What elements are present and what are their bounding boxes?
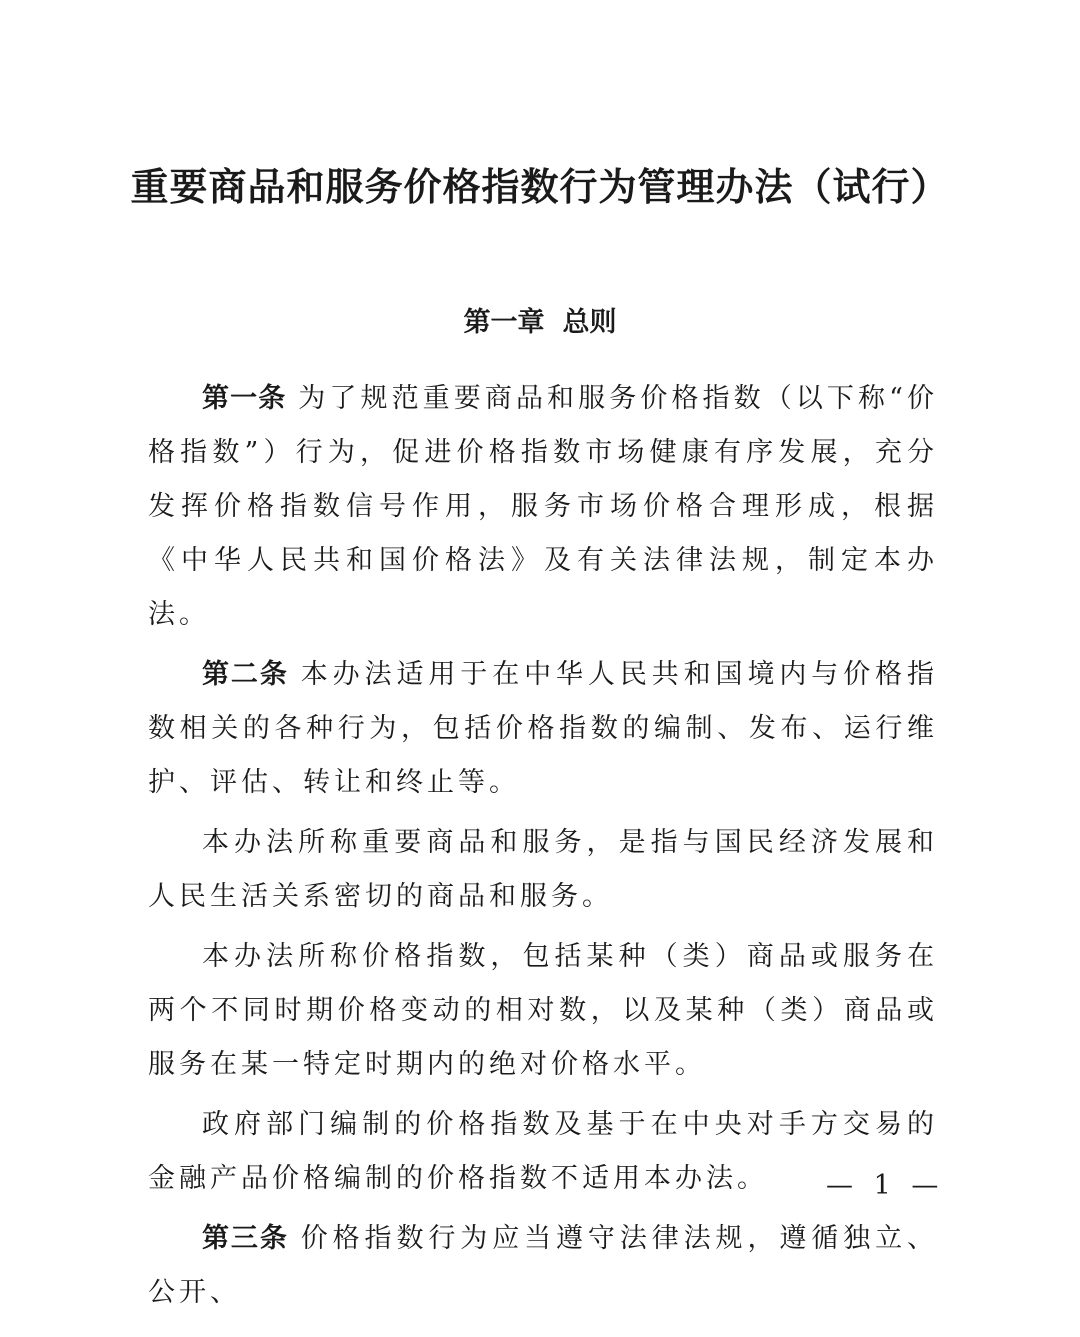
paragraph-text: 本办法所称重要商品和服务，是指与国民经济发展和人民生活关系密切的商品和服务。	[148, 827, 938, 912]
document-title: 重要商品和服务价格指数行为管理办法（试行）	[130, 164, 950, 209]
chapter-heading	[0, 300, 1080, 339]
article-3-paragraph	[148, 1212, 938, 1320]
article-2-clause-paragraph	[148, 816, 938, 924]
chapter-title: 总则	[562, 307, 617, 338]
paragraph-text: 本办法适用于在中华人民共和国境内与价格指数相关的各种行为，包括价格指数的编制、发布、运行维护、评估、转让和终止等。	[148, 659, 939, 798]
paragraph-text: 为了规范重要商品和服务价格指数（以下称“价格指数”）行为，促进价格指数市场健康有序发展，充分发挥价格指数信号作用，服务市场价格合理形成，根据《中华人民共和国价格法》及有关法律法规，制定本办法。	[148, 383, 939, 630]
article-label: 第二条	[202, 659, 289, 690]
chapter-number: 第一章	[463, 307, 545, 338]
paragraph-text: 价格指数行为应当遵守法律法规，遵循独立、公开、	[148, 1223, 939, 1308]
document-body	[148, 372, 938, 1320]
article-2-paragraph	[148, 648, 938, 810]
article-label: 第三条	[202, 1223, 289, 1254]
article-2-clause-paragraph	[148, 1098, 938, 1206]
article-label: 第一条	[202, 383, 287, 414]
paragraph-text: 政府部门编制的价格指数及基于在中央对手方交易的金融产品价格编制的价格指数不适用本办法。	[148, 1109, 938, 1194]
page-number: — 1 —	[826, 1170, 945, 1201]
article-1-paragraph	[148, 372, 938, 642]
article-2-clause-paragraph	[148, 930, 938, 1092]
paragraph-text: 本办法所称价格指数，包括某种（类）商品或服务在两个不同时期价格变动的相对数，以及某种（类）商品或服务在某一特定时期内的绝对价格水平。	[148, 941, 938, 1080]
